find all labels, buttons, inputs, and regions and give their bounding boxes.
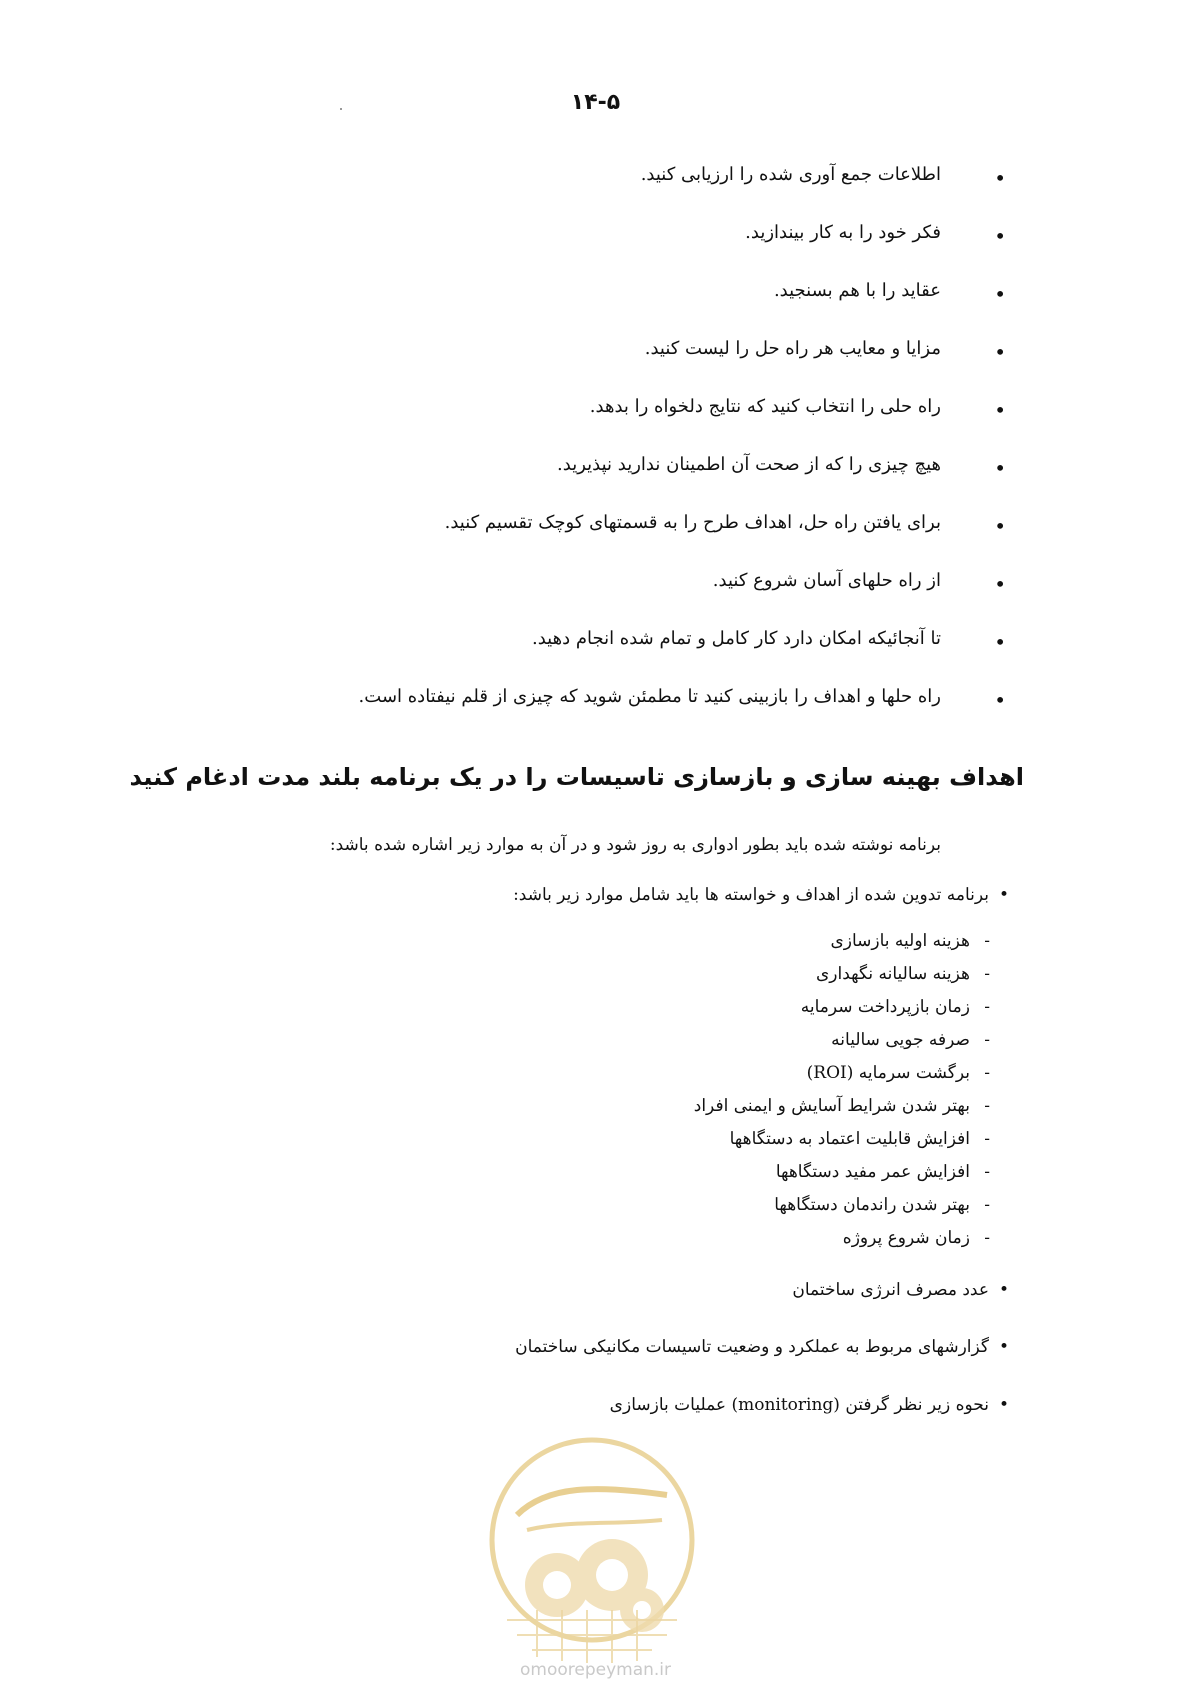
- tips-list: [181, 160, 1006, 740]
- speck: [340, 108, 342, 110]
- list-item: [181, 566, 1006, 624]
- list-item: [189, 880, 1009, 910]
- bullet: •: [994, 166, 1006, 190]
- sub-item: [390, 1123, 990, 1156]
- list-item: [181, 276, 1006, 334]
- list-item: [189, 1390, 1009, 1420]
- sub-item-text: هزینه اولیه بازسازی: [830, 931, 970, 951]
- list-item: [181, 682, 1006, 740]
- bullet: •: [994, 688, 1006, 712]
- dash: -: [984, 1096, 990, 1116]
- list-item: [181, 508, 1006, 566]
- sub-item-text: برگشت سرمایه (ROI): [806, 1063, 970, 1083]
- list-item: [181, 624, 1006, 682]
- sub-item-text: بهتر شدن شرایط آسایش و ایمنی افراد: [693, 1096, 970, 1116]
- page-number: ۱۴-۵: [570, 90, 621, 115]
- bullet: •: [994, 514, 1006, 538]
- bullet: •: [998, 1337, 1009, 1357]
- sub-item-text: افزایش عمر مفید دستگاهها: [775, 1162, 970, 1182]
- list-item: [181, 160, 1006, 218]
- tip-text: راه حلها و اهداف را بازبینی کنید تا مطمئن شوید که چیزی از قلم نیفتاده است.: [358, 686, 941, 707]
- bullet: •: [998, 1280, 1009, 1300]
- tip-text: فکر خود را به کار بیندازید.: [745, 222, 941, 243]
- tip-text: برای یافتن راه حل، اهداف طرح را به قسمتهای کوچک تقسیم کنید.: [444, 512, 941, 533]
- sub-item: [390, 1189, 990, 1222]
- sub-list: [390, 925, 990, 1255]
- sub-item: [390, 1090, 990, 1123]
- sub-item: [390, 925, 990, 958]
- dash: -: [984, 1228, 990, 1248]
- bullet: •: [994, 282, 1006, 306]
- bullet: •: [994, 630, 1006, 654]
- list-item: [181, 334, 1006, 392]
- section-text: برنامه تدوین شده از اهداف و خواسته ها باید شامل موارد زیر باشد:: [513, 885, 989, 905]
- watermark-url: omoorepeyman.ir: [519, 1660, 672, 1680]
- bullet: •: [994, 340, 1006, 364]
- sub-item-text: زمان بازپرداخت سرمایه: [800, 997, 970, 1017]
- section-text: عدد مصرف انرژی ساختمان: [792, 1280, 989, 1300]
- sub-item: [390, 958, 990, 991]
- dash: -: [984, 997, 990, 1017]
- bullet: •: [994, 456, 1006, 480]
- tip-text: عقاید را با هم بسنجید.: [773, 280, 941, 301]
- bullet: •: [994, 398, 1006, 422]
- watermark-logo: [477, 1425, 707, 1665]
- sub-item: [390, 991, 990, 1024]
- bullet: •: [998, 1395, 1009, 1415]
- section-heading: اهداف بهینه سازی و بازسازی تاسیسات را در یک برنامه بلند مدت ادغام کنید: [129, 763, 1024, 791]
- dash: -: [984, 931, 990, 951]
- tip-text: مزایا و معایب هر راه حل را لیست کنید.: [644, 338, 941, 359]
- sub-item: [390, 1222, 990, 1255]
- bullet: •: [994, 572, 1006, 596]
- list-item: [181, 218, 1006, 276]
- list-item: [181, 392, 1006, 450]
- intro-paragraph: برنامه نوشته شده باید بطور ادواری به روز شود و در آن به موارد زیر اشاره شده باشد:: [329, 835, 941, 855]
- sub-item: [390, 1024, 990, 1057]
- sub-item: [390, 1156, 990, 1189]
- tip-text: راه حلی را انتخاب کنید که نتایج دلخواه را بدهد.: [589, 396, 941, 417]
- tip-text: از راه حلهای آسان شروع کنید.: [712, 570, 941, 591]
- sub-item-text: زمان شروع پروژه: [842, 1228, 970, 1248]
- dash: -: [984, 964, 990, 984]
- sub-item-text: صرفه جویی سالیانه: [831, 1030, 970, 1050]
- sub-item-text: افزایش قابلیت اعتماد به دستگاهها: [729, 1129, 970, 1149]
- dash: -: [984, 1063, 990, 1083]
- seal-icon: [477, 1425, 707, 1665]
- sub-item-text: هزینه سالیانه نگهداری: [815, 964, 970, 984]
- section-text: نحوه زیر نظر گرفتن (monitoring) عملیات بازسازی: [609, 1395, 989, 1415]
- dash: -: [984, 1195, 990, 1215]
- section-text: گزارشهای مربوط به عملکرد و وضعیت تاسیسات مکانیکی ساختمان: [515, 1337, 989, 1357]
- tip-text: تا آنجائیکه امکان دارد کار کامل و تمام شده انجام دهید.: [531, 628, 941, 649]
- tip-text: اطلاعات جمع آوری شده را ارزیابی کنید.: [640, 164, 941, 185]
- sub-item: [390, 1057, 990, 1090]
- list-item: [189, 1275, 1009, 1305]
- list-item: [181, 450, 1006, 508]
- sub-item-text: بهتر شدن راندمان دستگاهها: [774, 1195, 970, 1215]
- list-item: [189, 1332, 1009, 1362]
- dash: -: [984, 1129, 990, 1149]
- dash: -: [984, 1030, 990, 1050]
- bullet: •: [998, 885, 1009, 905]
- tip-text: هیچ چیزی را که از صحت آن اطمینان ندارید نپذیرید.: [557, 454, 941, 475]
- dash: -: [984, 1162, 990, 1182]
- bullet: •: [994, 224, 1006, 248]
